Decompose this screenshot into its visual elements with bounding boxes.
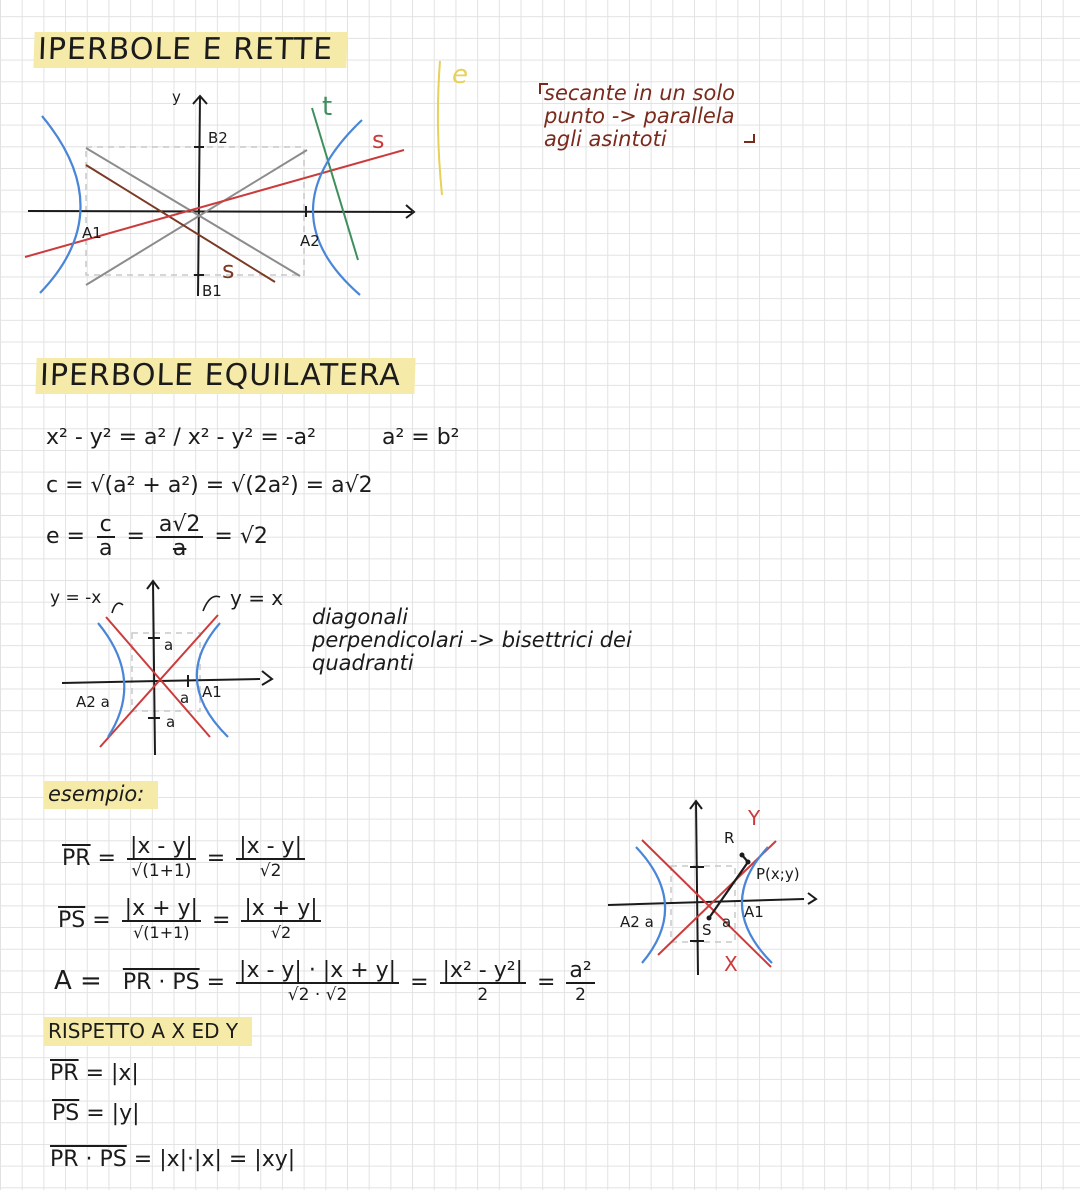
eq-rhs: = |x|·|x| = |xy| <box>133 1147 296 1172</box>
fraction <box>566 960 594 1006</box>
numerator: |x - y| <box>236 836 305 860</box>
y-axis-label: y <box>172 88 181 106</box>
note-line-3: quadranti <box>312 651 414 675</box>
svg-text:s: s <box>222 256 235 284</box>
fraction <box>96 514 115 560</box>
eq-rhs: = |x| <box>85 1061 139 1086</box>
label-y-neg-x: y = -x <box>50 588 102 608</box>
svg-text:B2: B2 <box>208 129 228 147</box>
note-corner-brackets <box>530 80 770 160</box>
section-title-text: IPERBOLE E RETTE <box>37 32 334 67</box>
equation-area: A = PR · PS = $\frac{|x - y| \cdot |x + y|}{√2 \cdot √2}$ = $\frac{\text{|x² - y²|}}{2}$ = $\frac{\text{a²}}{2}$ <box>54 960 599 1006</box>
segment-ps: $\overline{PS}$ <box>52 1101 80 1126</box>
denominator: √(1+1) <box>131 861 192 881</box>
equation-c <box>46 472 373 500</box>
note-line-2: punto -> parallela <box>544 104 735 128</box>
fraction <box>241 898 320 944</box>
denominator: a <box>98 536 113 561</box>
note-diagonali <box>312 606 632 675</box>
eq-rhs: = |y| <box>86 1101 140 1126</box>
svg-text:Y: Y <box>748 806 761 830</box>
segment-pr: $\overline{PR}$ <box>50 1061 79 1086</box>
denominator: 2 <box>477 985 489 1005</box>
hyperbola-lines-diagram <box>0 0 460 310</box>
fraction <box>122 898 201 944</box>
equation-ps-abs-y <box>52 1100 140 1128</box>
fraction <box>156 514 204 560</box>
numerator: |x² - y²| <box>440 960 526 984</box>
equation-pr-ps-product <box>50 1146 295 1174</box>
equation-ps: $\overline{PS}$ = $\frac{|x + y|}{√(1+1)}$ = $\frac{|x + y|}{√2}$ <box>58 898 325 944</box>
svg-text:A1: A1 <box>202 683 222 701</box>
numerator: a√2 <box>156 514 204 538</box>
numerator: |x + y| <box>241 898 320 922</box>
eq-lhs: c = <box>46 473 84 498</box>
equation-a-equals-b: a² = b² <box>382 425 460 450</box>
svg-text:A1: A1 <box>744 903 764 921</box>
equation-hyperbola: x² - y² = a² / x² - y² = -a² <box>46 425 316 450</box>
denominator: √(1+1) <box>133 923 190 942</box>
svg-text:A2 a: A2 a <box>76 693 110 711</box>
svg-text:R: R <box>724 829 735 847</box>
section-title-iperbole-equilatera <box>35 358 415 394</box>
equation-pr: $\overline{PR}$ = $\frac{|x - y|}{√(1+1)}$ = $\frac{|x - y|}{√2}$ <box>62 836 309 882</box>
numerator: |x - y| <box>127 836 196 860</box>
note-line-1: diagonali <box>312 605 409 629</box>
numerator: |x - y| · |x + y| <box>236 960 399 984</box>
equation-eccentricity <box>46 514 268 560</box>
fraction <box>127 836 196 882</box>
respect-title-text: RISPETTO A X ED Y <box>48 1019 239 1043</box>
equals: = <box>126 524 145 549</box>
denominator: √2 · √2 <box>287 985 348 1005</box>
note-line-2: perpendicolari -> bisettrici dei <box>312 628 632 652</box>
denominator: √2 <box>259 861 282 881</box>
label-y-pos-x: y = x <box>230 586 284 610</box>
eq-term: √(a² + a²) <box>90 473 199 498</box>
fraction <box>440 960 526 1006</box>
respect-title <box>44 1017 252 1046</box>
numerator: a² <box>566 960 594 984</box>
svg-text:S: S <box>702 921 712 939</box>
example-hyperbola-diagram <box>596 795 856 985</box>
fraction <box>236 836 305 882</box>
svg-text:s: s <box>372 126 385 154</box>
section-title-text: IPERBOLE EQUILATERA <box>39 358 402 393</box>
equation-pr-abs-x <box>50 1060 139 1088</box>
svg-text:X: X <box>724 952 738 976</box>
example-title-text: esempio: <box>48 782 145 806</box>
svg-text:A2: A2 <box>300 232 320 250</box>
eq-lhs: A = <box>54 966 102 996</box>
segment-pr: $\overline{PR}$ <box>62 846 91 871</box>
segment-ps: $\overline{PS}$ <box>58 908 86 933</box>
svg-text:A1: A1 <box>82 224 102 242</box>
eq-lhs: e = <box>46 524 85 549</box>
svg-text:a: a <box>180 689 190 707</box>
numerator: c <box>97 514 115 538</box>
product: PR · PS <box>122 970 200 995</box>
svg-text:a: a <box>164 636 174 654</box>
eq-term: = √(2a²) <box>205 473 299 498</box>
example-title <box>44 781 158 809</box>
eq-result: = √2 <box>214 524 268 549</box>
margin-bracket <box>430 55 450 205</box>
svg-text:B1: B1 <box>202 282 222 300</box>
fraction <box>236 960 399 1006</box>
eq-term: = a√2 <box>305 473 373 498</box>
svg-text:a: a <box>722 913 732 931</box>
denominator: 2 <box>575 985 586 1005</box>
note-line-3: agli asintoti <box>544 127 667 151</box>
note-line-1: secante in un solo <box>544 81 735 105</box>
svg-text:P(x;y): P(x;y) <box>756 865 800 883</box>
margin-letter-e: e <box>452 60 468 90</box>
svg-text:t: t <box>322 92 333 122</box>
product: PR · PS <box>50 1147 127 1172</box>
numerator: |x + y| <box>122 898 201 922</box>
svg-text:a: a <box>166 713 176 731</box>
svg-text:A2 a: A2 a <box>620 913 654 931</box>
denominator: √2 <box>270 923 292 942</box>
denominator: a <box>172 536 187 561</box>
